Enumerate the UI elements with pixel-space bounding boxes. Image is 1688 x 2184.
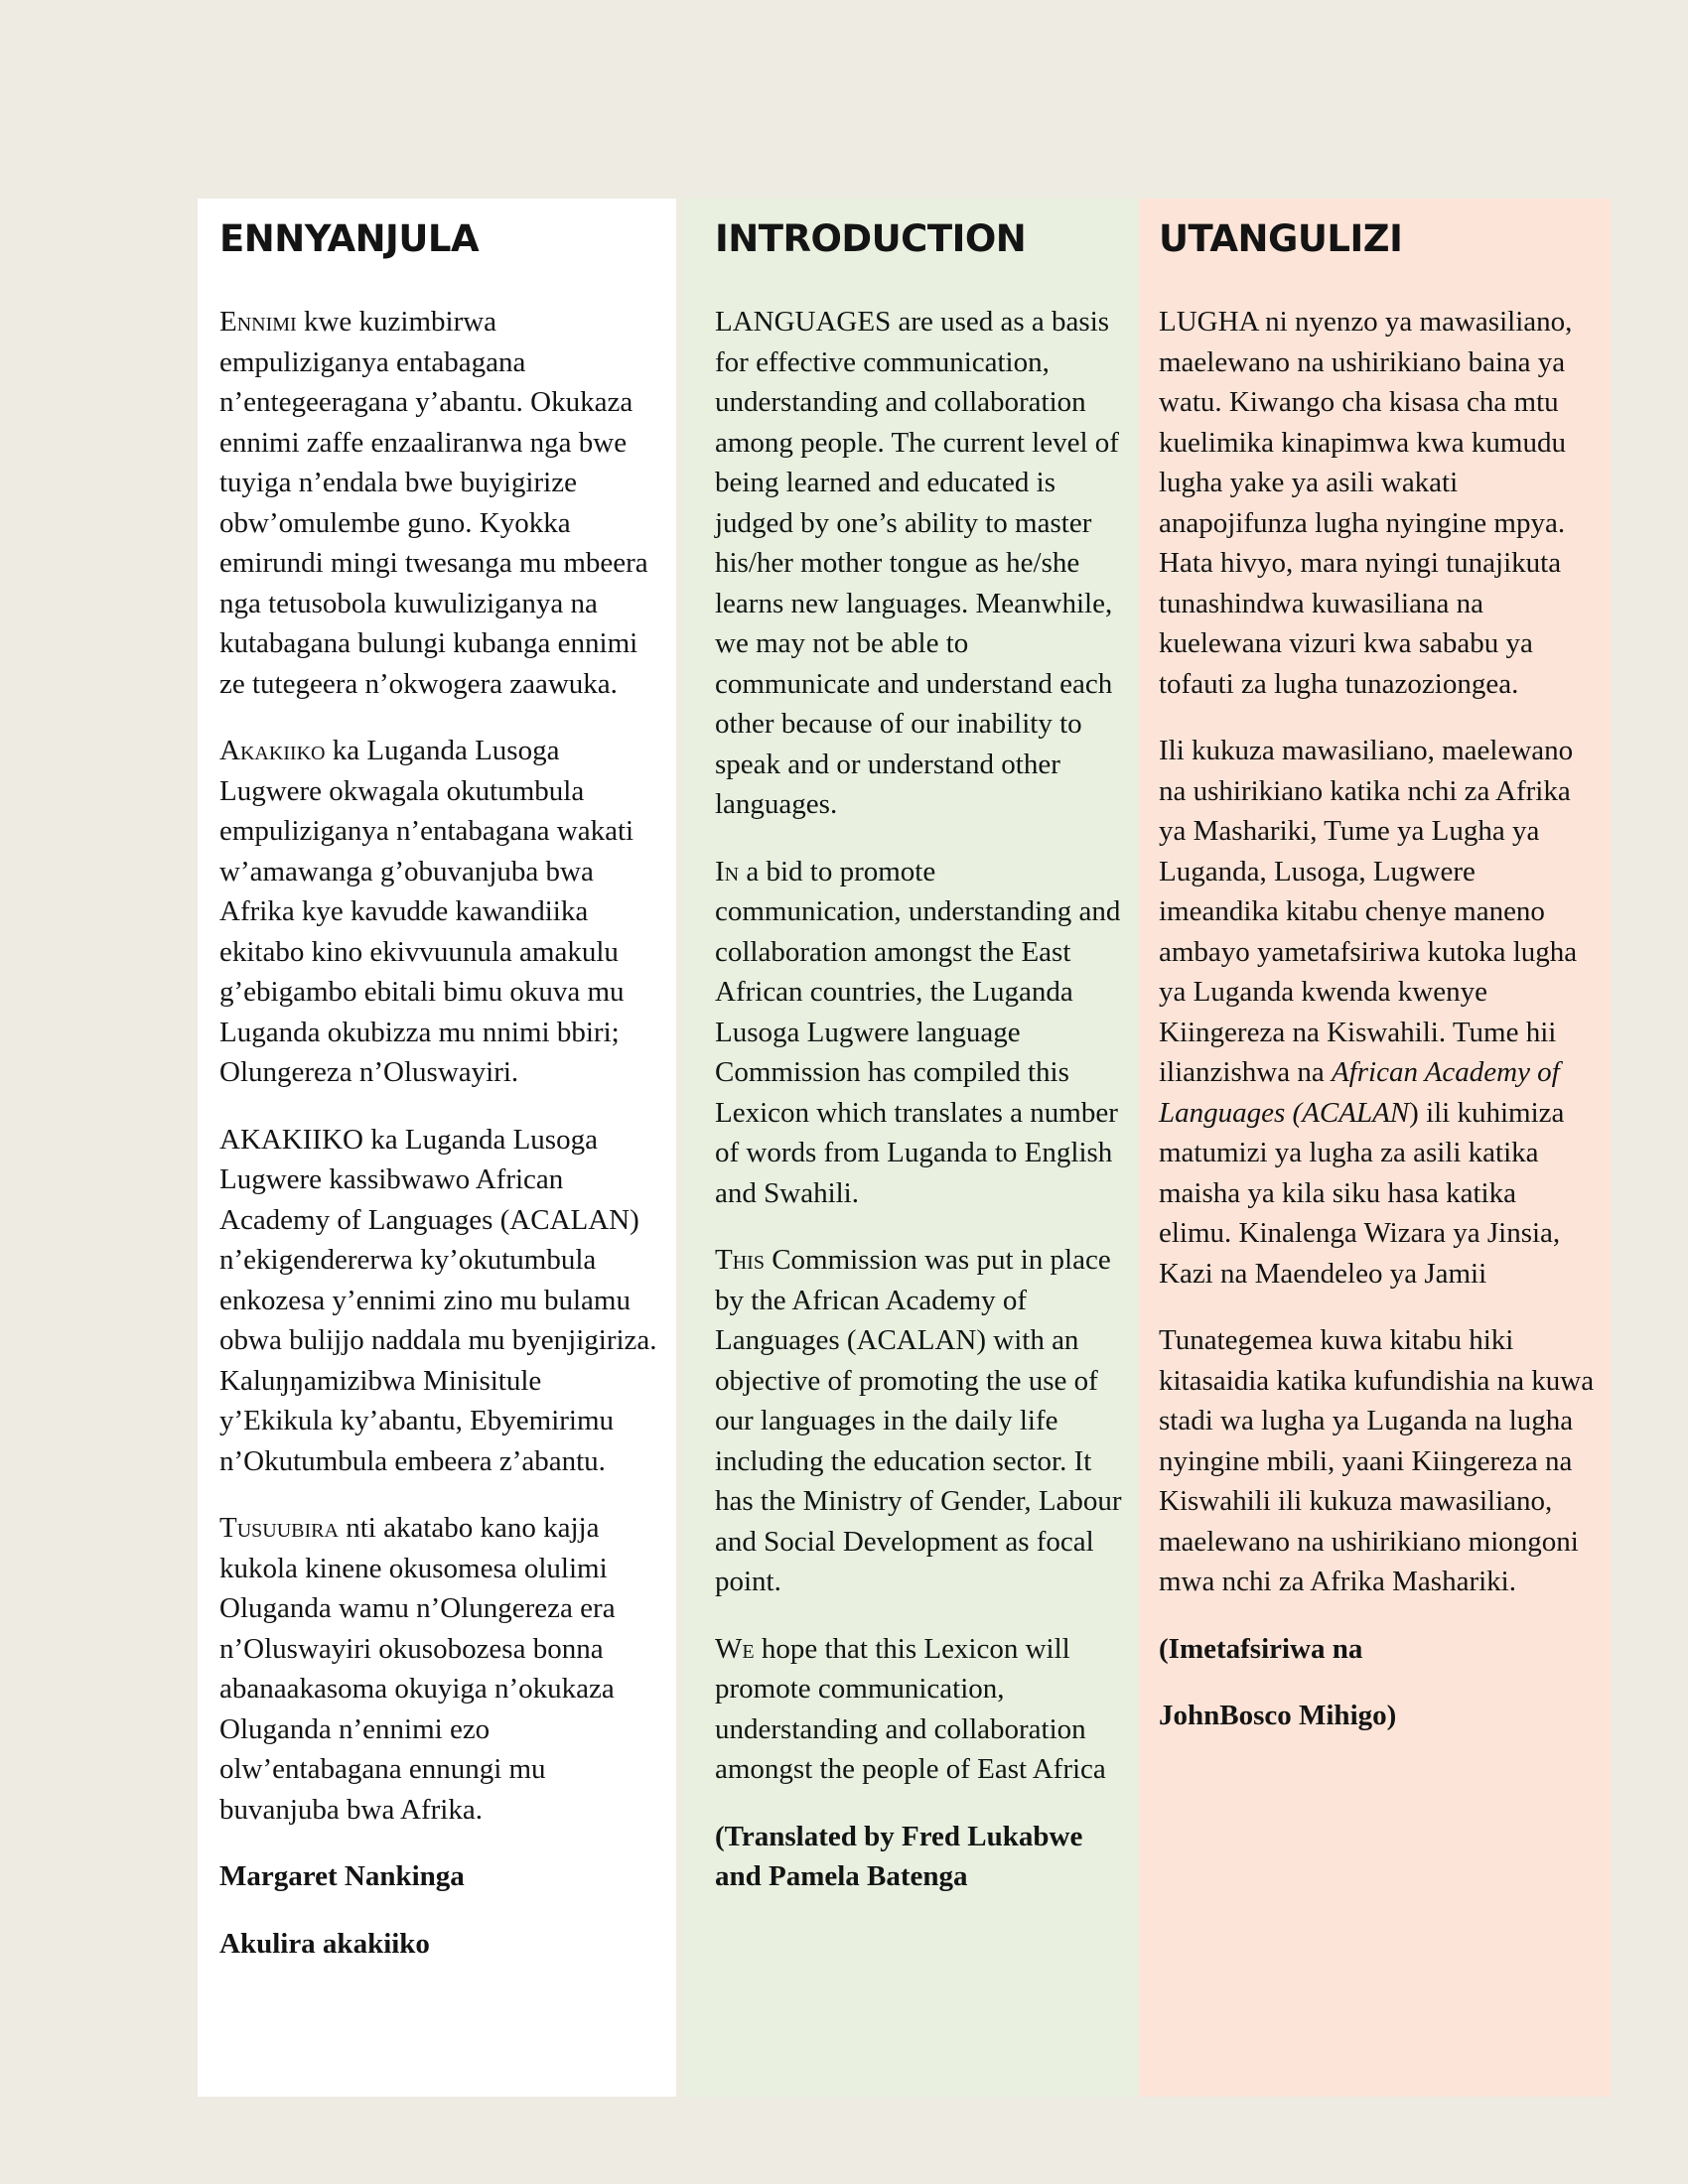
dropcap-word: Tusuubira	[219, 1512, 339, 1545]
swahili-column	[1139, 199, 1612, 2097]
english-paragraph-4	[715, 1629, 1125, 1790]
paragraph-text: Ili kukuza mawasiliano, maelewano na ushirikiano katika nchi za Afrika ya Mashariki, Tume ya Lugha ya Luganda, Lusoga, Lugwere imeandika kitabu chenye maneno ambayo yametafsiriwa kutoka lugha ya Luganda kwenda kwenye Kiingereza na Kiswahili. Tume hii ilianzishwa na	[1159, 735, 1578, 1089]
translator-credit-line-2: JohnBosco Mihigo)	[1159, 1700, 1397, 1732]
luganda-paragraph-3	[219, 1120, 660, 1482]
paragraph-text: kwe kuzimbirwa empuliziganya entabagana n’entegeeragana y’abantu. Okukaza ennimi zaffe enzaaliranwa nga bwe tuyiga n’endala bwe buyigirize obw’omulembe guno. Kyokka emirundi mingi twesanga mu mbeera nga tetusobola kuwuliziganya na kutabagana bulungi kubanga ennimi ze tutegeera n’okwogera zaawuka.	[219, 306, 648, 700]
english-paragraph-2	[715, 852, 1125, 1214]
luganda-paragraph-4	[219, 1508, 660, 1830]
luganda-heading: ENNYANJULA	[219, 217, 480, 260]
dropcap-word: Ennimi	[219, 306, 297, 339]
swahili-heading: UTANGULIZI	[1159, 217, 1403, 260]
dropcap-word: This	[715, 1244, 765, 1277]
english-paragraph-3	[715, 1240, 1125, 1602]
swahili-paragraph-3: Tunategemea kuwa kitabu hiki kitasaidia katika kufundishia na kuwa stadi wa lugha ya Luganda na lugha nyingine mbili, yaani Kiingereza na Kiswahili ili kukuza mawasiliano, maelewano na ushirikiano miongoni mwa nchi za Afrika Mashariki.	[1159, 1324, 1595, 1598]
english-column	[681, 199, 1139, 2097]
paragraph-text: a bid to promote communication, understanding and collaboration amongst the East African countries, the Luganda Lusoga Lugwere language Commission has compiled this Lexicon which translates a number of words from Luganda to English and Swahili.	[715, 855, 1121, 1209]
signature-name: Margaret Nankinga	[219, 1860, 465, 1893]
luganda-paragraph-1	[219, 302, 660, 704]
paragraph-text: ka Luganda Lusoga Lugwere kassibwawo African Academy of Languages (ACALAN) n’ekigendererwa ky’okutumbula enkozesa y’ennimi zino mu bulamu obwa bulijjo naddala mu byenjigiriza. Kaluŋŋamizibwa Minisitule y’Ekikula ky’abantu, Ebyemirimu n’Okutumbula embeera z’abantu.	[219, 1123, 657, 1477]
dropcap-word: AKAKIIKO	[219, 1123, 363, 1156]
paragraph-text: nti akatabo kano kajja kukola kinene okusomesa olulimi Oluganda wamu n’Olungereza era n’Oluswayiri okusobozesa bonna abanaakasoma okuyiga n’okukaza Oluganda n’ennimi ezo olw’entabagana ennungi mu buvanjuba bwa Afrika.	[219, 1512, 616, 1826]
english-heading: INTRODUCTION	[715, 217, 1027, 260]
english-paragraph-1: LANGUAGES are used as a basis for effective communication, understanding and collaboration among people. The current level of being learned and educated is judged by one’s ability to master his/her mother tongue as he/she learns new languages. Meanwhile, we may not be able to communicate and understand each other because of our inability to speak and or understand other languages.	[715, 306, 1119, 821]
dropcap-word: Akakiiko	[219, 735, 326, 767]
luganda-paragraph-2	[219, 731, 660, 1093]
three-column-layout	[198, 199, 1612, 2097]
paragraph-text: ) ili kuhimiza matumizi ya lugha za asili katika maisha ya kila siku hasa katika elimu. Kinalenga Wizara ya Jinsia, Kazi na Maendeleo ya Jamii	[1159, 1096, 1565, 1290]
signature-title: Akulira akakiiko	[219, 1927, 430, 1960]
dropcap-word: We	[715, 1632, 755, 1665]
translator-credit-line-1: (Imetafsiriwa na	[1159, 1632, 1363, 1665]
swahili-paragraph-1: LUGHA ni nyenzo ya mawasiliano, maelewano na ushirikiano baina ya watu. Kiwango cha kisasa cha mtu kuelimika kinapimwa kwa kumudu lugha yake ya asili wakati anapojifunza lugha nyingine mpya. Hata hivyo, mara nyingi tunajikuta tunashindwa kuwasiliana na kuelewana vizuri kwa sababu ya tofauti za lugha tunazoziongea.	[1159, 306, 1573, 700]
acalan-name: African Academy of Languages (ACALAN	[1159, 1056, 1560, 1129]
translator-credit: (Translated by Fred Lukabwe and Pamela Batenga	[715, 1820, 1083, 1893]
dropcap-word: In	[715, 855, 740, 887]
swahili-paragraph-2	[1159, 731, 1596, 1294]
paragraph-text: ka Luganda Lusoga Lugwere okwagala okutumbula empuliziganya n’entabagana wakati w’amawanga g’obuvanjuba bwa Afrika kye kavudde kawandiika ekitabo kino ekivvuunula amakulu g’ebigambo ebitali bimu okuva mu Luganda okubizza mu nnimi bbiri; Olungereza n’Oluswayiri.	[219, 735, 634, 1089]
paragraph-text: hope that this Lexicon will promote communication, understanding and collaboration amongst the people of East Africa	[715, 1632, 1106, 1786]
paragraph-text: Commission was put in place by the African Academy of Languages (ACALAN) with an objective of promoting the use of our languages in the daily life including the education sector. It has the Ministry of Gender, Labour and Social Development as focal point.	[715, 1244, 1122, 1598]
luganda-column	[198, 199, 676, 2097]
